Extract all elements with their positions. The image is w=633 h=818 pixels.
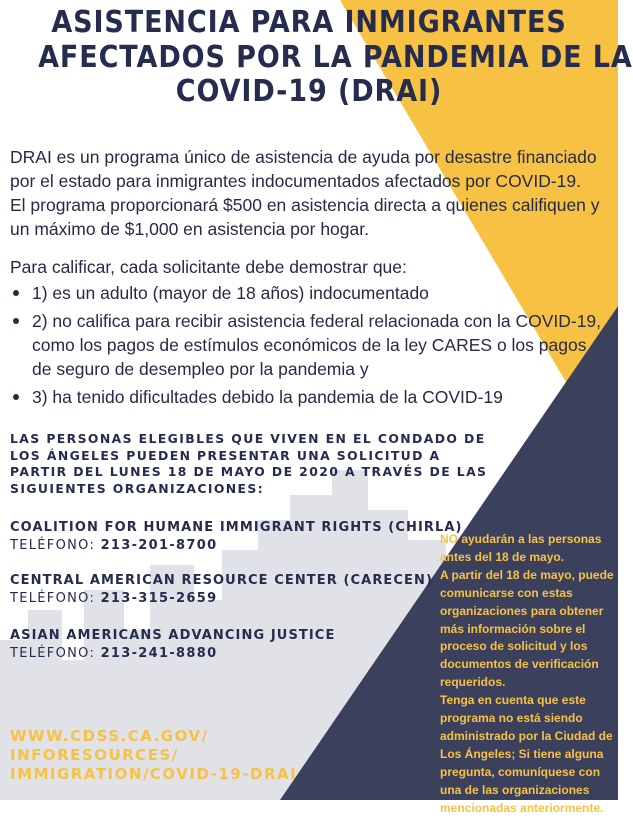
title-line-1: ASISTENCIA PARA INMIGRANTES: [51, 5, 567, 40]
title-line-2: AFECTADOS POR LA PANDEMIA DE LA: [38, 39, 633, 75]
eligible-heading: LAS PERSONAS ELEGIBLES QUE VIVEN EN EL CONDADO DE LOS ÁNGELES PUEDEN PRESENTAR UNA SOLICITUD A PARTIR DEL LUNES 18 DE MAYO DE 2020 A TRAVÉS DE LAS SIGUIENTES ORGANIZACIONES:: [10, 431, 488, 496]
side-note-paragraph-3: Tenga en cuenta que este programa no está siendo administrado por la Ciudad de Los Ángeles; Si tiene alguna pregunta, comuníquese con una de las organizaciones mencionadas anteriormente.: [440, 693, 613, 815]
page-title: [38, 5, 633, 110]
url-line-1[interactable]: WWW.CDSS.CA.GOV/: [10, 727, 209, 745]
organization-phone: [10, 537, 450, 555]
requirement-text: 3) ha tenido dificultades debido la pandemia de la COVID-19: [32, 387, 503, 407]
side-note: [440, 531, 616, 818]
phone-label: TELÉFONO:: [10, 591, 96, 606]
organization-name: COALITION FOR HUMANE IMMIGRANT RIGHTS (CHIRLA): [10, 520, 463, 535]
url-line-3[interactable]: IMMIGRATION/COVID-19-DRAI: [10, 765, 298, 783]
organization-aaaj: [10, 627, 450, 663]
organization-phone: [10, 590, 450, 608]
bullet-icon: [13, 290, 19, 296]
organization-name: CENTRAL AMERICAN RESOURCE CENTER (CARECEN): [10, 573, 434, 588]
requirement-text: 1) es un adulto (mayor de 18 años) indocumentado: [32, 283, 429, 303]
phone-number[interactable]: 213-315-2659: [100, 591, 218, 606]
url-line-2[interactable]: INFORESOURCES/: [10, 746, 179, 764]
phone-label: TELÉFONO:: [10, 646, 96, 661]
phone-number[interactable]: 213-201-8700: [100, 538, 218, 553]
intro-paragraph: DRAI es un programa único de asistencia de ayuda por desastre financiado por el estado para inmigrantes indocumentados afectados por COVID-19. El programa proporcionará $500 en asistencia directa a quienes califiquen y un máximo de $1,000 en asistencia por hogar.: [10, 147, 600, 239]
organization-chirla: [10, 519, 463, 555]
list-item: [10, 281, 606, 305]
requirement-text: 2) no califica para recibir asistencia federal relacionada con la COVID-19, como los pagos de estímulos económicos de la ley CARES o los pagos de seguro de desempleo por la pandemia y: [32, 311, 602, 379]
bullet-icon: [13, 318, 19, 324]
side-note-paragraph-1: NO ayudarán a las personas antes del 18 de mayo.: [440, 532, 602, 564]
qualify-intro: Para calificar, cada solicitante debe demostrar que:: [10, 257, 407, 277]
bullet-icon: [13, 394, 19, 400]
website-link[interactable]: [10, 727, 310, 784]
phone-label: TELÉFONO:: [10, 538, 96, 553]
list-item: [10, 309, 606, 381]
phone-number[interactable]: 213-241-8880: [100, 646, 218, 661]
organization-phone: [10, 645, 450, 663]
requirements-list: [10, 281, 606, 413]
title-line-3: COVID-19 (DRAI): [175, 74, 443, 109]
side-note-paragraph-2: A partir del 18 de mayo, puede comunicarse con estas organizaciones para obtener más información sobre el proceso de solicitud y los documentos de verificación requeridos.: [440, 567, 614, 690]
list-item: [10, 385, 606, 409]
organization-carecen: [10, 572, 450, 608]
organization-name: ASIAN AMERICANS ADVANCING JUSTICE: [10, 628, 336, 643]
